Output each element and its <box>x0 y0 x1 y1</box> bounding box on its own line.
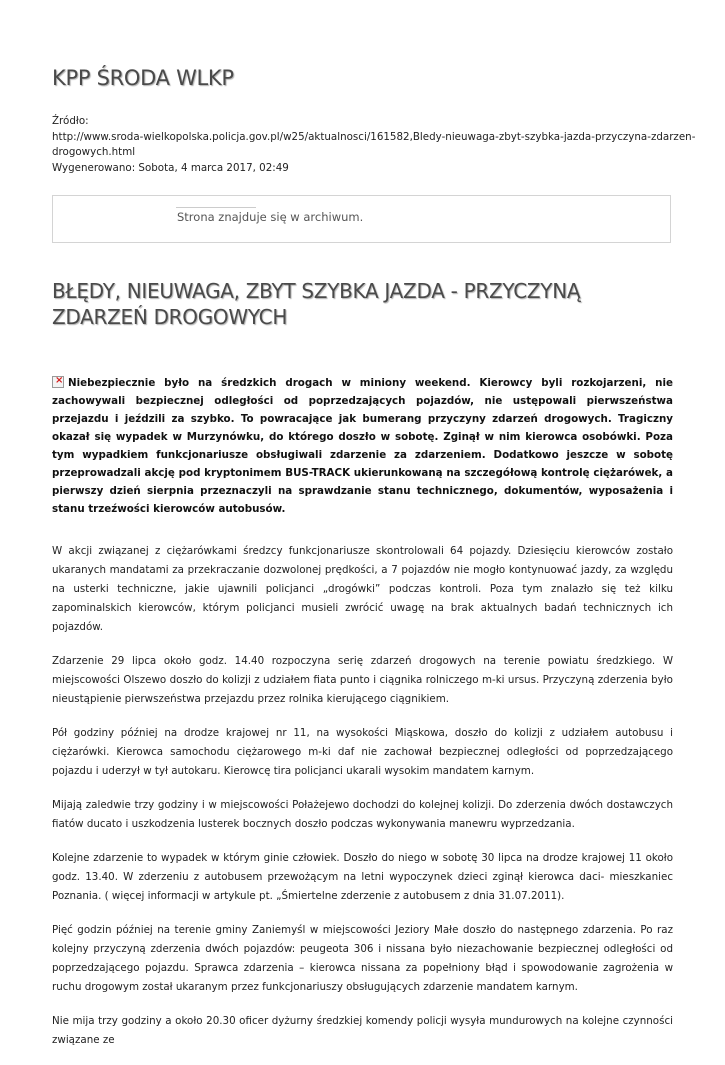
archive-notice: Strona znajduje się w archiwum. <box>177 210 364 224</box>
article-title: BŁĘDY, NIEUWAGA, ZBYT SZYBKA JAZDA - PRZYCZYNĄ ZDARZEŃ DROGOWYCH <box>52 279 581 329</box>
generated-date: Wygenerowano: Sobota, 4 marca 2017, 02:49 <box>52 161 289 174</box>
site-title: KPP ŚRODA WLKP <box>52 66 234 90</box>
source-url-line-1[interactable]: http://www.sroda-wielkopolska.policja.gov.pl/w25/aktualnosci/161582,Bledy-nieuwaga-zbyt-szybka-jazda-przyczyna-zdarzen- <box>52 130 696 143</box>
archive-divider <box>176 207 256 208</box>
article-paragraph: Nie mija trzy godziny a około 20.30 oficer dyżurny średzkiej komendy policji wysyła mundurowych na kolejne czynności związane ze <box>52 1015 673 1046</box>
article-lead-text: Niebezpiecznie było na średzkich drogach w miniony weekend. Kierowcy byli rozkojarzeni, nie zachowywali bezpiecznej odległości od poprzedzających pojazdów, nie ustępowali pierwszeństwa przejazdu i jeździli za szybko. To powracające jak bumerang przyczyny zdarzeń drogowych. Tragiczny okazał się wypadek w Murzynówku, do którego doszło w sobotę. Zginął w nim kierowca osobówki. Poza tym wypadkiem funkcjonariusze obsługiwali zdarzenie za zdarzeniem. Dodatkowo jeszcze w sobotę przeprowadzali akcję pod kryptonimem BUS-TRACK ukierunkowaną na szczegółową kontrolę ciężarówek, a pierwszy dzień sierpnia przeznaczyli na sprawdzanie stanu technicznego, dokumentów, wyposażenia i stanu trzeźwości kierowców autobusów. <box>52 377 673 515</box>
source-label: Źródło: <box>52 115 89 127</box>
article-paragraph: W akcji związanej z ciężarówkami średzcy funkcjonariusze skontrolowali 64 pojazdy. Dziesięciu kierowców zostało ukaranych mandatami za przekraczanie dozwolonej prędkości, a 7 pojazdów nie mogło kontynuować jazdy, za względu na usterki techniczne, jakie ujawnili policjanci „drogówki” podczas kontroli. Poza tym znalazło się też kilku zapominalskich kierowców, którym policjanci musieli zwrócić uwagę na brak aktualnych badań technicznych ich pojazdów. <box>52 545 673 633</box>
article-paragraph: Kolejne zdarzenie to wypadek w którym ginie człowiek. Doszło do niego w sobotę 30 lipca na drodze krajowej 11 około godz. 13.40. W zderzeniu z autobusem przewożącym na letni wypoczynek dzieci zginął kierowca daci- mieszkaniec Poznania. ( więcej informacji w artykule pt. „Śmiertelne zderzenie z autobusem z dnia 31.07.2011). <box>52 852 673 902</box>
source-url-line-2[interactable]: drogowych.html <box>52 146 136 158</box>
source-info <box>52 114 696 176</box>
article-body <box>52 542 673 1065</box>
article-paragraph: Mijają zaledwie trzy godziny i w miejscowości Połażejewo dochodzi do kolejnej kolizji. Do zderzenia dwóch dostawczych fiatów ducato i uszkodzenia lusterek bocznych doszło podczas wykonywania manewru wyprzedzania. <box>52 799 673 830</box>
article-paragraph: Zdarzenie 29 lipca około godz. 14.40 rozpoczyna serię zdarzeń drogowych na terenie powiatu średzkiego. W miejscowości Olszewo doszło do kolizji z udziałem fiata punto i ciągnika rolniczego m-ki ursus. Przyczyną zderzenia było nieustąpienie pierwszeństwa przejazdu przez rolnika kierującego ciągnikiem. <box>52 655 673 705</box>
broken-image-icon: × <box>52 376 64 388</box>
archive-notice-box <box>52 195 671 243</box>
article-lead <box>52 374 673 518</box>
article-paragraph: Pięć godzin później na terenie gminy Zaniemyśl w miejscowości Jeziory Małe doszło do następnego zdarzenia. Po raz kolejny przyczyną zderzenia dwóch pojazdów: peugeota 306 i nissana było niezachowanie bezpiecznej odległości od poprzedzającego pojazdu. Sprawca zdarzenia – kierowca nissana za popełniony błąd i spowodowanie zagrożenia w ruchu drogowym został ukaranym przez funkcjonariuszy obsługujących zdarzenie mandatem karnym. <box>52 924 673 993</box>
article-paragraph: Pół godziny później na drodze krajowej nr 11, na wysokości Miąskowa, doszło do kolizji z udziałem autobusu i ciężarówki. Kierowca samochodu ciężarowego m-ki daf nie zachował bezpiecznej odległości od poprzedzającego pojazdu i uderzył w tył autokaru. Kierowcę tira policjanci ukarali wysokim mandatem karnym. <box>52 727 673 777</box>
